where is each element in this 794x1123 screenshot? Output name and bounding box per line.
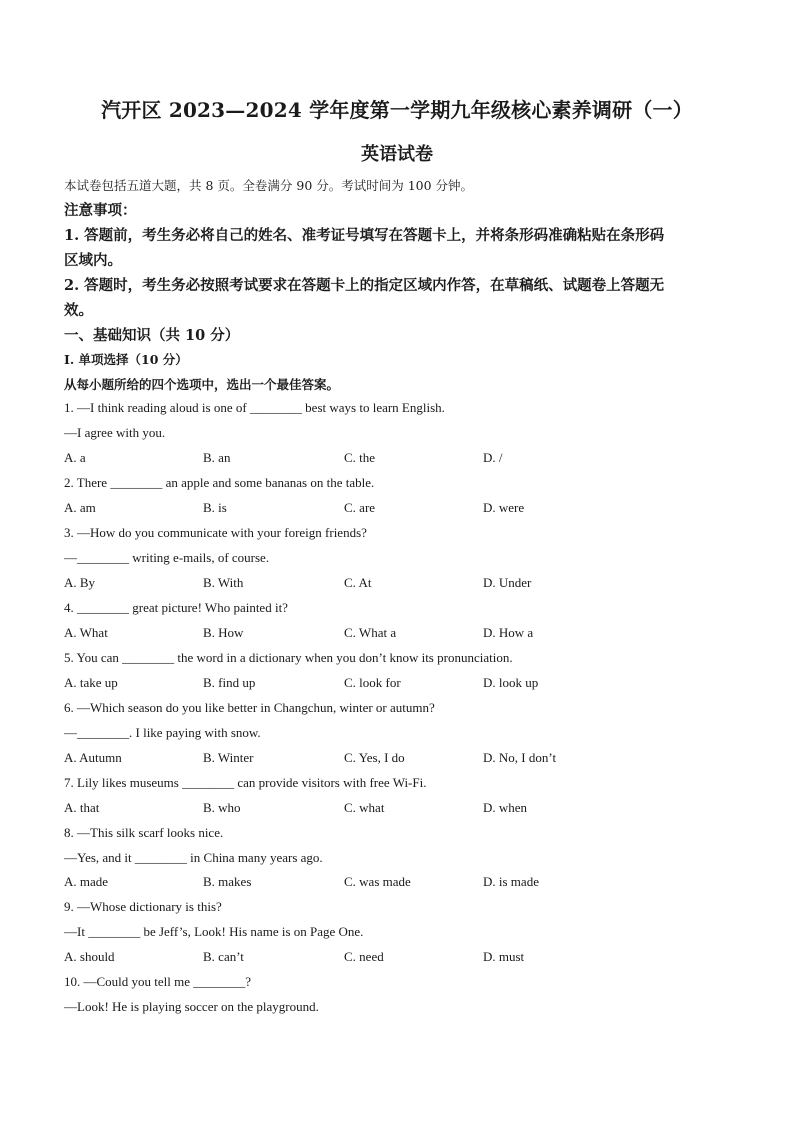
question-8-option-a[interactable]: A. made: [64, 874, 109, 889]
question-1-option-b[interactable]: B. an: [203, 450, 231, 465]
question-4-option-c[interactable]: C. What a: [344, 625, 397, 640]
exam-subtitle: 英语试卷: [361, 144, 433, 165]
question-2-option-d[interactable]: D. were: [483, 500, 525, 515]
notes-heading: 注意事项：: [64, 202, 137, 219]
question-8-option-b[interactable]: B. makes: [203, 874, 252, 889]
instruction-text: 从每小题所给的四个选项中，选出一个最佳答案。: [64, 377, 340, 392]
question-7-option-d[interactable]: D. when: [483, 800, 528, 815]
question-7-option-b[interactable]: B. who: [203, 800, 241, 815]
exam-info: 本试卷包括五道大题，共 8 页。全卷满分 90 分。考试时间为 100 分钟。: [64, 178, 474, 193]
question-9-reply: —It ________ be Jeff’s, Look! His name is on Page One.: [64, 924, 364, 939]
question-1-stem: 1. —I think reading aloud is one of ________ best ways to learn English.: [64, 400, 445, 415]
question-6-option-b[interactable]: B. Winter: [203, 750, 254, 765]
exam-title: 汽开区 2023—2024 学年度第一学期九年级核心素养调研（一）: [101, 98, 693, 122]
question-7-stem: 7. Lily likes museums ________ can provide visitors with free Wi-Fi.: [64, 775, 427, 790]
question-7-option-a[interactable]: A. that: [64, 800, 100, 815]
note-1-line-2: 区域内。: [64, 252, 122, 269]
question-4-option-d[interactable]: D. How a: [483, 625, 534, 640]
question-3-option-a[interactable]: A. By: [64, 575, 96, 590]
question-2-option-b[interactable]: B. is: [203, 500, 227, 515]
question-5-option-a[interactable]: A. take up: [64, 675, 118, 690]
question-5-option-c[interactable]: C. look for: [344, 675, 401, 690]
question-8-option-c[interactable]: C. was made: [344, 874, 411, 889]
question-1-option-d[interactable]: D. /: [483, 450, 503, 465]
subsection-heading: Ⅰ. 单项选择（10 分）: [64, 352, 188, 367]
question-1-reply: —I agree with you.: [64, 425, 166, 440]
question-2-stem: 2. There ________ an apple and some bananas on the table.: [64, 475, 375, 490]
question-6-option-a[interactable]: A. Autumn: [64, 750, 122, 765]
question-4-option-a[interactable]: A. What: [64, 625, 108, 640]
question-8-stem: 8. —This silk scarf looks nice.: [64, 825, 224, 840]
part-1-heading: 一、基础知识（共 10 分）: [64, 327, 240, 344]
question-9-option-d[interactable]: D. must: [483, 949, 525, 964]
question-1-option-a[interactable]: A. a: [64, 450, 86, 465]
question-3-option-c[interactable]: C. At: [344, 575, 372, 590]
question-3-stem: 3. —How do you communicate with your foreign friends?: [64, 525, 367, 540]
question-6-reply: —________. I like paying with snow.: [64, 725, 261, 740]
question-6-stem: 6. —Which season do you like better in Changchun, winter or autumn?: [64, 700, 435, 715]
question-9-option-b[interactable]: B. can’t: [203, 949, 244, 964]
question-10-stem: 10. —Could you tell me ________?: [64, 974, 252, 989]
question-9-stem: 9. —Whose dictionary is this?: [64, 899, 222, 914]
question-4-stem: 4. ________ great picture! Who painted it?: [64, 600, 288, 615]
question-3-option-d[interactable]: D. Under: [483, 575, 532, 590]
note-2-line-1: 2. 答题时，考生务必按照考试要求在答题卡上的指定区域内作答，在草稿纸、试题卷上答题无: [64, 277, 665, 294]
question-6-option-d[interactable]: D. No, I don’t: [483, 750, 557, 765]
question-5-stem: 5. You can ________ the word in a dictionary when you don’t know its pronunciation.: [64, 650, 513, 665]
question-9-option-a[interactable]: A. should: [64, 949, 115, 964]
question-9-option-c[interactable]: C. need: [344, 949, 384, 964]
question-2-option-a[interactable]: A. am: [64, 500, 96, 515]
question-8-option-d[interactable]: D. is made: [483, 874, 539, 889]
question-5-option-d[interactable]: D. look up: [483, 675, 539, 690]
question-8-reply: —Yes, and it ________ in China many years ago.: [64, 850, 323, 865]
question-7-option-c[interactable]: C. what: [344, 800, 385, 815]
question-3-option-b[interactable]: B. With: [203, 575, 244, 590]
question-3-reply: —________ writing e-mails, of course.: [64, 550, 270, 565]
question-10-reply: —Look! He is playing soccer on the playground.: [64, 999, 319, 1014]
question-1-option-c[interactable]: C. the: [344, 450, 376, 465]
question-2-option-c[interactable]: C. are: [344, 500, 376, 515]
question-4-option-b[interactable]: B. How: [203, 625, 244, 640]
question-5-option-b[interactable]: B. find up: [203, 675, 256, 690]
note-1-line-1: 1. 答题前，考生务必将自己的姓名、准考证号填写在答题卡上，并将条形码准确粘贴在条形码: [64, 227, 665, 244]
question-6-option-c[interactable]: C. Yes, I do: [344, 750, 405, 765]
note-2-line-2: 效。: [64, 302, 93, 319]
